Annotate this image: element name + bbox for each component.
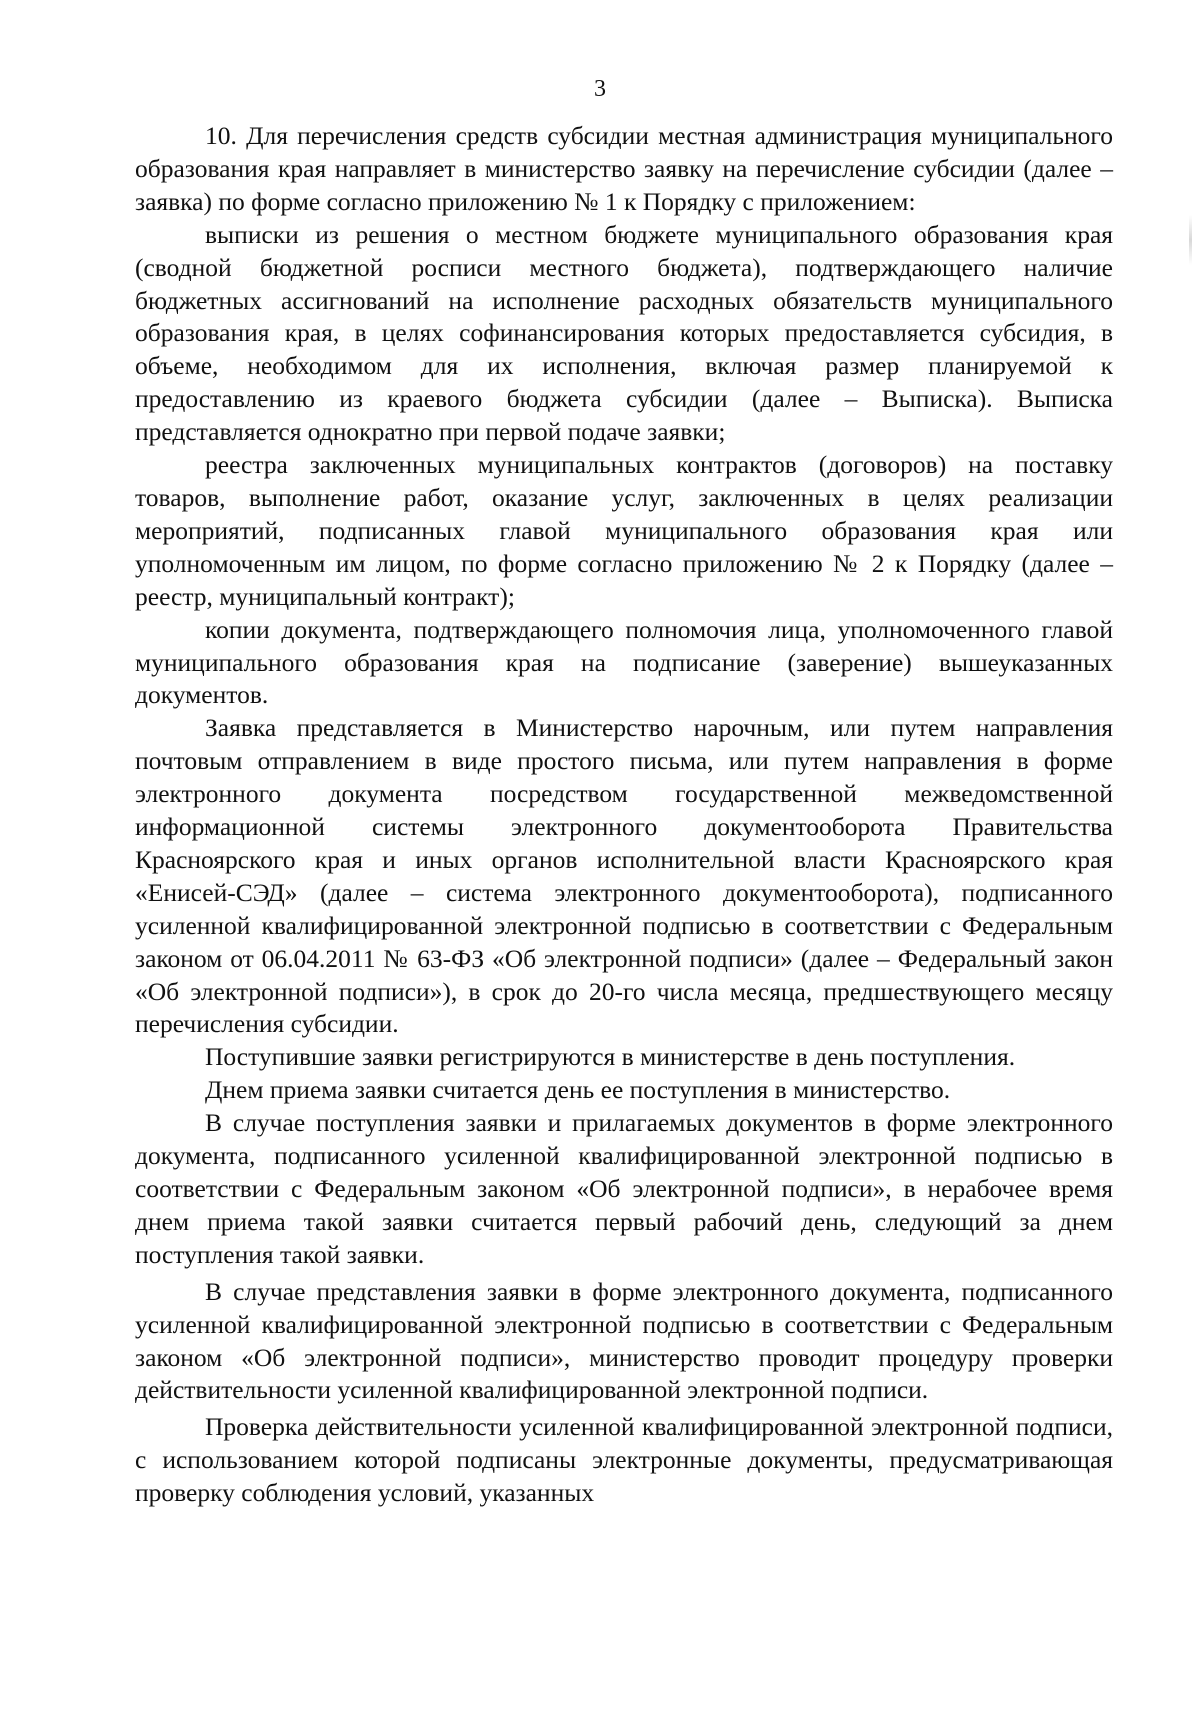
- paragraph-contract-registry: реестра заключенных муниципальных контрактов (договоров) на поставку товаров, выполнение работ, оказание услуг, заключенных в целях реализации мероприятий, подписанных главой муниципального образования края или уполномоченным им лицом, по форме согласно приложению № 2 к Порядку (далее – реестр, муниципальный контракт);: [135, 450, 1113, 611]
- paragraph-request-submission: Заявка представляется в Министерство нарочным, или путем направления почтовым отправлением в виде простого письма, или путем направления в форме электронного документа посредством государственной межведомственной информационной системы электронного документооборота Правительства Красноярского края и иных органов исполнительной власти Красноярского края «Енисей-СЭД» (далее – система электронного документооборота), подписанного усиленной квалифицированной электронной подписью в соответствии с Федеральным законом от 06.04.2011 № 63-ФЗ «Об электронной подписи» (далее – Федеральный закон «Об электронной подписи»), в срок до 20-го числа месяца, предшествующего месяцу перечисления субсидии.: [135, 713, 1113, 1039]
- paragraph-signature-verification: В случае представления заявки в форме электронного документа, подписанного усиленной квалифицированной электронной подписью в соответствии с Федеральным законом «Об электронной подписи», министерство проводит процедуру проверки действительности усиленной квалифицированной электронной подписи.: [135, 1276, 1113, 1405]
- document-body: [135, 120, 1113, 1510]
- paragraph-acceptance-day: Днем приема заявки считается день ее поступления в министерство.: [205, 1075, 951, 1105]
- paragraph-budget-extract: выписки из решения о местном бюджете муниципального образования края (сводной бюджетной росписи местного бюджета), подтверждающего наличие бюджетных ассигнований на исполнение расходных обязательств муниципального образования края, в целях софинансирования которых предоставляется субсидия, в объеме, необходимом для их исполнения, включая размер планируемой к предоставлению из краевого бюджета субсидии (далее – Выписка). Выписка представляется однократно при первой подаче заявки;: [135, 219, 1113, 447]
- paragraph-authority-document-copy: копии документа, подтверждающего полномочия лица, уполномоченного главой муниципального образования края на подписание (заверение) вышеуказанных документов.: [135, 614, 1113, 710]
- paragraph-subsidy-transfer-request: 10. Для перечисления средств субсидии местная администрация муниципального образования края направляет в министерство заявку на перечисление субсидии (далее – заявка) по форме согласно приложению № 1 к Порядку с приложением:: [135, 121, 1113, 216]
- paragraph-registration: Поступившие заявки регистрируются в министерстве в день поступления.: [205, 1042, 1016, 1072]
- paragraph-verification-conditions: Проверка действительности усиленной квалифицированной электронной подписи, с использованием которой подписаны электронные документы, предусматривающая проверку соблюдения условий, указанных: [135, 1412, 1113, 1508]
- page-number: 3: [594, 76, 606, 102]
- scan-edge-mark: [1189, 215, 1192, 265]
- paragraph-non-working-time: В случае поступления заявки и прилагаемых документов в форме электронного документа, подписанного усиленной квалифицированной электронной подписью в соответствии с Федеральным законом «Об электронной подписи», в нерабочее время днем приема такой заявки считается первый рабочий день, следующий за днем поступления такой заявки.: [135, 1108, 1113, 1269]
